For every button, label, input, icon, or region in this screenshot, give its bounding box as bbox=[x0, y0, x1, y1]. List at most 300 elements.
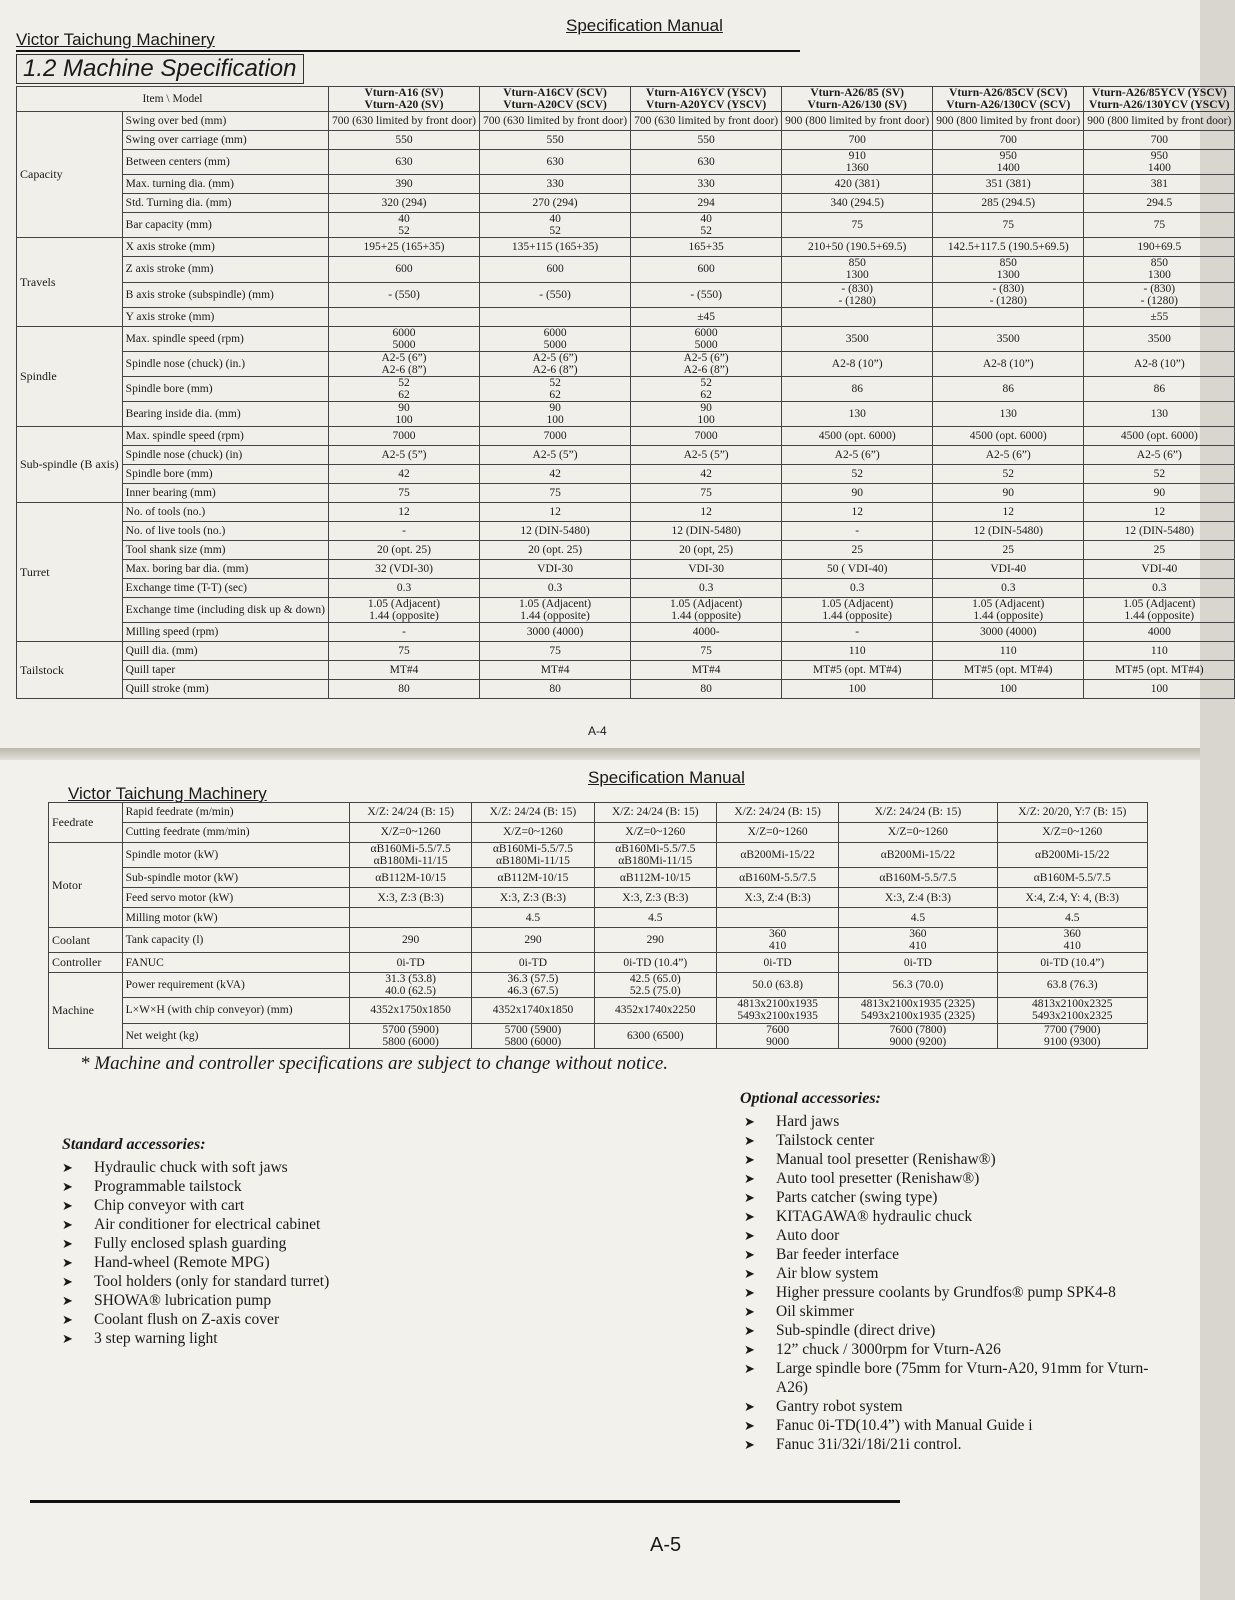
table-row bbox=[49, 1023, 1148, 1048]
spec-value: 850 1300 bbox=[933, 257, 1084, 282]
spec-value: 294.5 bbox=[1084, 194, 1235, 213]
spec-value: 42 bbox=[480, 465, 631, 484]
spec-value: A2-5 (6”) bbox=[933, 446, 1084, 465]
spec-value: 600 bbox=[631, 257, 782, 282]
spec-value: 5700 (5900) 5800 (6000) bbox=[349, 1023, 471, 1048]
spec-value: 12 bbox=[480, 503, 631, 522]
accessory-item bbox=[62, 1272, 329, 1291]
spec-value: 700 bbox=[1084, 131, 1235, 150]
spec-value: 50.0 (63.8) bbox=[716, 973, 838, 998]
table-row bbox=[49, 823, 1148, 843]
spec-value: - (830) - (1280) bbox=[782, 282, 933, 307]
spec-value: X/Z: 24/24 (B: 15) bbox=[594, 803, 716, 823]
spec-value: αB112M-10/15 bbox=[349, 868, 471, 888]
spec-value: X:3, Z:3 (B:3) bbox=[472, 888, 594, 908]
header-rule bbox=[16, 50, 800, 52]
spec-value: 4.5 bbox=[997, 908, 1148, 928]
spec-value: X/Z=0~1260 bbox=[349, 823, 471, 843]
table-row bbox=[17, 194, 1235, 213]
spec-value: 31.3 (53.8) 40.0 (62.5) bbox=[349, 973, 471, 998]
header-model: Vturn-A16YCV (YSCV) Vturn-A20YCV (YSCV) bbox=[631, 87, 782, 112]
arrow-bullet-icon: ➤ bbox=[744, 1399, 755, 1414]
spec-value: 90 100 bbox=[631, 402, 782, 427]
spec-value: αB112M-10/15 bbox=[472, 868, 594, 888]
spec-value: 3500 bbox=[782, 326, 933, 351]
table-row bbox=[49, 973, 1148, 998]
spec-value: A2-8 (10”) bbox=[782, 351, 933, 376]
row-item-label: Spindle bore (mm) bbox=[122, 465, 328, 484]
spec-value: 1.05 (Adjacent) 1.44 (opposite) bbox=[1084, 598, 1235, 623]
table-row bbox=[49, 803, 1148, 823]
arrow-bullet-icon: ➤ bbox=[744, 1114, 755, 1129]
accessory-item bbox=[744, 1112, 1164, 1131]
spec-value: 100 bbox=[1084, 680, 1235, 699]
spec-value: 4.5 bbox=[472, 908, 594, 928]
spec-value: 850 1300 bbox=[1084, 257, 1235, 282]
spec-value bbox=[349, 908, 471, 928]
spec-value: 4500 (opt. 6000) bbox=[782, 427, 933, 446]
header-model: Vturn-A26/85 (SV) Vturn-A26/130 (SV) bbox=[782, 87, 933, 112]
accessory-item bbox=[744, 1283, 1164, 1302]
spec-value: 20 (opt, 25) bbox=[631, 541, 782, 560]
spec-value: X/Z=0~1260 bbox=[839, 823, 997, 843]
accessory-item bbox=[62, 1196, 329, 1215]
spec-value: - (830) - (1280) bbox=[1084, 282, 1235, 307]
spec-value: MT#5 (opt. MT#4) bbox=[782, 661, 933, 680]
spec-value bbox=[782, 307, 933, 326]
spec-value: 1.05 (Adjacent) 1.44 (opposite) bbox=[933, 598, 1084, 623]
spec-value: 950 1400 bbox=[1084, 150, 1235, 175]
spec-value: 0.3 bbox=[631, 579, 782, 598]
accessory-item bbox=[744, 1245, 1164, 1264]
row-item-label: Bearing inside dia. (mm) bbox=[122, 402, 328, 427]
spec-value: 52 62 bbox=[480, 376, 631, 401]
spec-value: 90 bbox=[782, 484, 933, 503]
accessory-label: Chip conveyor with cart bbox=[94, 1197, 245, 1214]
table-row bbox=[49, 868, 1148, 888]
accessory-label: Hand-wheel (Remote MPG) bbox=[94, 1254, 270, 1271]
spec-value: X/Z: 24/24 (B: 15) bbox=[839, 803, 997, 823]
row-item-label: Sub-spindle motor (kW) bbox=[122, 868, 349, 888]
spec-value: 32 (VDI-30) bbox=[328, 560, 479, 579]
spec-table-feedrate-motor-machine bbox=[48, 802, 1148, 1049]
spec-value: 12 bbox=[933, 503, 1084, 522]
accessory-item bbox=[62, 1253, 329, 1272]
arrow-bullet-icon: ➤ bbox=[62, 1312, 73, 1327]
accessory-label: Large spindle bore (75mm for Vturn-A20, 91mm for Vturn-A26) bbox=[776, 1360, 1149, 1396]
spec-value: 86 bbox=[1084, 376, 1235, 401]
spec-value: 900 (800 limited by front door) bbox=[933, 112, 1084, 131]
accessory-label: Fanuc 0i-TD(10.4”) with Manual Guide i bbox=[776, 1417, 1033, 1434]
spec-value: 4813x2100x1935 5493x2100x1935 bbox=[716, 998, 838, 1023]
spec-value: 7700 (7900) 9100 (9300) bbox=[997, 1023, 1148, 1048]
group-label: Controller bbox=[49, 953, 123, 973]
row-item-label: Spindle nose (chuck) (in.) bbox=[122, 351, 328, 376]
spec-value: αB160M-5.5/7.5 bbox=[997, 868, 1148, 888]
spec-value: 0i-TD (10.4”) bbox=[997, 953, 1148, 973]
table-row bbox=[17, 307, 1235, 326]
spec-value: 910 1360 bbox=[782, 150, 933, 175]
spec-value: X/Z=0~1260 bbox=[594, 823, 716, 843]
spec-value: X/Z=0~1260 bbox=[716, 823, 838, 843]
group-label: Feedrate bbox=[49, 803, 123, 843]
row-item-label: No. of tools (no.) bbox=[122, 503, 328, 522]
spec-value: 1.05 (Adjacent) 1.44 (opposite) bbox=[328, 598, 479, 623]
spec-value: 7000 bbox=[631, 427, 782, 446]
spec-value: 12 (DIN-5480) bbox=[631, 522, 782, 541]
accessory-label: Hydraulic chuck with soft jaws bbox=[94, 1159, 288, 1176]
spec-value: A2-5 (6”) bbox=[1084, 446, 1235, 465]
spec-value: 80 bbox=[328, 680, 479, 699]
spec-value: 381 bbox=[1084, 175, 1235, 194]
spec-value: 52 62 bbox=[631, 376, 782, 401]
arrow-bullet-icon: ➤ bbox=[744, 1285, 755, 1300]
spec-value: 7600 9000 bbox=[716, 1023, 838, 1048]
accessory-label: KITAGAWA® hydraulic chuck bbox=[776, 1208, 973, 1225]
spec-value: VDI-30 bbox=[631, 560, 782, 579]
spec-value: 850 1300 bbox=[782, 257, 933, 282]
spec-value bbox=[716, 908, 838, 928]
table-row bbox=[17, 326, 1235, 351]
accessory-label: Gantry robot system bbox=[776, 1398, 903, 1415]
accessory-item bbox=[744, 1131, 1164, 1150]
standard-accessories-title: Standard accessories: bbox=[62, 1136, 206, 1153]
row-item-label: Max. turning dia. (mm) bbox=[122, 175, 328, 194]
row-item-label: FANUC bbox=[122, 953, 349, 973]
company-name: Victor Taichung Machinery bbox=[16, 30, 215, 49]
accessory-item bbox=[62, 1310, 329, 1329]
arrow-bullet-icon: ➤ bbox=[744, 1266, 755, 1281]
spec-value: A2-8 (10”) bbox=[1084, 351, 1235, 376]
row-item-label: Spindle motor (kW) bbox=[122, 843, 349, 868]
spec-value: 340 (294.5) bbox=[782, 194, 933, 213]
arrow-bullet-icon: ➤ bbox=[744, 1323, 755, 1338]
spec-value: 110 bbox=[1084, 642, 1235, 661]
group-label: Capacity bbox=[17, 112, 123, 238]
spec-value: 90 100 bbox=[328, 402, 479, 427]
row-item-label: B axis stroke (subspindle) (mm) bbox=[122, 282, 328, 307]
row-item-label: Power requirement (kVA) bbox=[122, 973, 349, 998]
table-row bbox=[49, 843, 1148, 868]
accessory-label: Auto door bbox=[776, 1227, 840, 1244]
spec-value: A2-5 (6”) bbox=[782, 446, 933, 465]
row-item-label: Quill stroke (mm) bbox=[122, 680, 328, 699]
spec-value: A2-5 (5”) bbox=[480, 446, 631, 465]
accessory-label: Oil skimmer bbox=[776, 1303, 854, 1320]
arrow-bullet-icon: ➤ bbox=[744, 1342, 755, 1357]
spec-value: 4813x2100x1935 (2325) 5493x2100x1935 (2325) bbox=[839, 998, 997, 1023]
spec-value: 12 bbox=[1084, 503, 1235, 522]
spec-value: 75 bbox=[631, 642, 782, 661]
spec-value: X/Z: 24/24 (B: 15) bbox=[472, 803, 594, 823]
optional-accessories-list bbox=[744, 1112, 1164, 1454]
table-row bbox=[49, 888, 1148, 908]
spec-value: 294 bbox=[631, 194, 782, 213]
spec-value: 0i-TD (10.4”) bbox=[594, 953, 716, 973]
spec-value: 25 bbox=[933, 541, 1084, 560]
accessory-label: Air conditioner for electrical cabinet bbox=[94, 1216, 321, 1233]
manual-title-2: Specification Manual bbox=[588, 768, 745, 787]
spec-value: 6000 5000 bbox=[631, 326, 782, 351]
accessory-label: Parts catcher (swing type) bbox=[776, 1189, 938, 1206]
accessory-item bbox=[62, 1291, 329, 1310]
accessory-item bbox=[744, 1264, 1164, 1283]
spec-value: αB200Mi-15/22 bbox=[839, 843, 997, 868]
spec-value: αB160M-5.5/7.5 bbox=[716, 868, 838, 888]
accessory-label: Auto tool presetter (Renishaw®) bbox=[776, 1170, 980, 1187]
accessory-item bbox=[62, 1234, 329, 1253]
spec-value: ±45 bbox=[631, 307, 782, 326]
table-row bbox=[17, 238, 1235, 257]
spec-value: 12 bbox=[782, 503, 933, 522]
spec-value: 6300 (6500) bbox=[594, 1023, 716, 1048]
row-item-label: Swing over bed (mm) bbox=[122, 112, 328, 131]
spec-value: 63.8 (76.3) bbox=[997, 973, 1148, 998]
table-row bbox=[17, 503, 1235, 522]
spec-value: 0.3 bbox=[328, 579, 479, 598]
spec-value: 12 (DIN-5480) bbox=[480, 522, 631, 541]
spec-value: 20 (opt. 25) bbox=[480, 541, 631, 560]
header-model: Vturn-A26/85CV (SCV) Vturn-A26/130CV (SCV) bbox=[933, 87, 1084, 112]
accessory-label: Fanuc 31i/32i/18i/21i control. bbox=[776, 1436, 962, 1453]
spec-value: 420 (381) bbox=[782, 175, 933, 194]
arrow-bullet-icon: ➤ bbox=[744, 1190, 755, 1205]
spec-value: X/Z: 24/24 (B: 15) bbox=[716, 803, 838, 823]
row-item-label: Spindle nose (chuck) (in) bbox=[122, 446, 328, 465]
row-item-label: Milling motor (kW) bbox=[122, 908, 349, 928]
section-title: 1.2 Machine Specification bbox=[16, 54, 304, 84]
accessory-label: Bar feeder interface bbox=[776, 1246, 900, 1263]
arrow-bullet-icon: ➤ bbox=[744, 1304, 755, 1319]
row-item-label: Milling speed (rpm) bbox=[122, 623, 328, 642]
spec-value: 80 bbox=[631, 680, 782, 699]
spec-value: 0i-TD bbox=[349, 953, 471, 973]
spec-value: 130 bbox=[782, 402, 933, 427]
table-row bbox=[17, 541, 1235, 560]
spec-value: 950 1400 bbox=[933, 150, 1084, 175]
spec-value: 190+69.5 bbox=[1084, 238, 1235, 257]
group-label: Machine bbox=[49, 973, 123, 1048]
spec-value: 25 bbox=[782, 541, 933, 560]
arrow-bullet-icon: ➤ bbox=[744, 1361, 755, 1376]
standard-accessories-list bbox=[62, 1158, 329, 1348]
spec-value: MT#4 bbox=[631, 661, 782, 680]
spec-value bbox=[328, 307, 479, 326]
arrow-bullet-icon: ➤ bbox=[744, 1437, 755, 1452]
accessory-item bbox=[744, 1150, 1164, 1169]
spec-value: 3500 bbox=[1084, 326, 1235, 351]
arrow-bullet-icon: ➤ bbox=[744, 1171, 755, 1186]
header-model: Vturn-A16 (SV) Vturn-A20 (SV) bbox=[328, 87, 479, 112]
spec-value: MT#5 (opt. MT#4) bbox=[1084, 661, 1235, 680]
spec-value: 630 bbox=[631, 150, 782, 175]
spec-value: 12 (DIN-5480) bbox=[1084, 522, 1235, 541]
row-item-label: Net weight (kg) bbox=[122, 1023, 349, 1048]
arrow-bullet-icon: ➤ bbox=[62, 1331, 73, 1346]
manual-title: Specification Manual bbox=[566, 16, 723, 35]
spec-value: 75 bbox=[933, 213, 1084, 238]
spec-value: 0i-TD bbox=[472, 953, 594, 973]
spec-value: 75 bbox=[328, 642, 479, 661]
optional-accessories-title: Optional accessories: bbox=[740, 1090, 881, 1107]
row-item-label: Exchange time (T-T) (sec) bbox=[122, 579, 328, 598]
arrow-bullet-icon: ➤ bbox=[62, 1274, 73, 1289]
spec-page-a4 bbox=[0, 0, 1232, 750]
table-row bbox=[49, 998, 1148, 1023]
spec-value: 3500 bbox=[933, 326, 1084, 351]
group-label: Tailstock bbox=[17, 642, 123, 699]
page-number: A-4 bbox=[588, 724, 607, 738]
row-item-label: L×W×H (with chip conveyor) (mm) bbox=[122, 998, 349, 1023]
spec-value: X:3, Z:3 (B:3) bbox=[594, 888, 716, 908]
table-row bbox=[17, 661, 1235, 680]
spec-value: 50 ( VDI-40) bbox=[782, 560, 933, 579]
accessory-item bbox=[744, 1416, 1164, 1435]
spec-value: αB160Mi-5.5/7.5 αB180Mi-11/15 bbox=[349, 843, 471, 868]
spec-value: - (550) bbox=[328, 282, 479, 307]
spec-value: 86 bbox=[782, 376, 933, 401]
spec-value: 360 410 bbox=[716, 928, 838, 953]
spec-value: 360 410 bbox=[839, 928, 997, 953]
accessory-label: Tailstock center bbox=[776, 1132, 875, 1149]
row-item-label: Tool shank size (mm) bbox=[122, 541, 328, 560]
spec-value: 600 bbox=[480, 257, 631, 282]
spec-value: 42 bbox=[328, 465, 479, 484]
spec-value: 550 bbox=[328, 131, 479, 150]
spec-value: 700 bbox=[782, 131, 933, 150]
spec-value: 4000- bbox=[631, 623, 782, 642]
row-item-label: Z axis stroke (mm) bbox=[122, 257, 328, 282]
spec-value: 1.05 (Adjacent) 1.44 (opposite) bbox=[480, 598, 631, 623]
table-row bbox=[17, 465, 1235, 484]
spec-value: 320 (294) bbox=[328, 194, 479, 213]
accessory-label: 12” chuck / 3000rpm for Vturn-A26 bbox=[776, 1341, 1001, 1358]
table-row bbox=[17, 175, 1235, 194]
spec-value: 351 (381) bbox=[933, 175, 1084, 194]
row-item-label: Exchange time (including disk up & down) bbox=[122, 598, 328, 623]
spec-value: 630 bbox=[328, 150, 479, 175]
table-row bbox=[17, 642, 1235, 661]
spec-value: 0.3 bbox=[782, 579, 933, 598]
arrow-bullet-icon: ➤ bbox=[62, 1198, 73, 1213]
footer-rule bbox=[30, 1500, 900, 1503]
spec-value: 330 bbox=[631, 175, 782, 194]
accessory-label: Tool holders (only for standard turret) bbox=[94, 1273, 330, 1290]
arrow-bullet-icon: ➤ bbox=[62, 1160, 73, 1175]
spec-value: 0i-TD bbox=[839, 953, 997, 973]
table-row bbox=[17, 257, 1235, 282]
spec-value: αB200Mi-15/22 bbox=[716, 843, 838, 868]
spec-value: 5700 (5900) 5800 (6000) bbox=[472, 1023, 594, 1048]
spec-value: - bbox=[328, 623, 479, 642]
arrow-bullet-icon: ➤ bbox=[62, 1255, 73, 1270]
row-item-label: Max. spindle speed (rpm) bbox=[122, 326, 328, 351]
spec-value: A2-5 (6”) A2-6 (8”) bbox=[328, 351, 479, 376]
spec-value: 4500 (opt. 6000) bbox=[1084, 427, 1235, 446]
table-row bbox=[17, 446, 1235, 465]
table-row bbox=[17, 150, 1235, 175]
spec-value: αB160Mi-5.5/7.5 αB180Mi-11/15 bbox=[594, 843, 716, 868]
spec-value: 135+115 (165+35) bbox=[480, 238, 631, 257]
spec-value: 90 100 bbox=[480, 402, 631, 427]
table-row bbox=[17, 579, 1235, 598]
row-item-label: Cutting feedrate (mm/min) bbox=[122, 823, 349, 843]
arrow-bullet-icon: ➤ bbox=[62, 1293, 73, 1308]
table-row bbox=[17, 213, 1235, 238]
accessory-item bbox=[62, 1329, 329, 1348]
arrow-bullet-icon: ➤ bbox=[62, 1217, 73, 1232]
spec-value: 4000 bbox=[1084, 623, 1235, 642]
spec-value: 75 bbox=[480, 484, 631, 503]
spec-value: 900 (800 limited by front door) bbox=[782, 112, 933, 131]
spec-value: X:3, Z:3 (B:3) bbox=[349, 888, 471, 908]
row-item-label: Y axis stroke (mm) bbox=[122, 307, 328, 326]
accessory-item bbox=[744, 1435, 1164, 1454]
row-item-label: Rapid feedrate (m/min) bbox=[122, 803, 349, 823]
table-row bbox=[49, 928, 1148, 953]
spec-value: 285 (294.5) bbox=[933, 194, 1084, 213]
spec-value: 20 (opt. 25) bbox=[328, 541, 479, 560]
spec-value: 550 bbox=[480, 131, 631, 150]
accessory-item bbox=[744, 1397, 1164, 1416]
accessory-item bbox=[744, 1302, 1164, 1321]
spec-value: X/Z: 24/24 (B: 15) bbox=[349, 803, 471, 823]
spec-value: 56.3 (70.0) bbox=[839, 973, 997, 998]
spec-value: 700 (630 limited by front door) bbox=[631, 112, 782, 131]
table-header-row bbox=[17, 87, 1235, 112]
spec-value: 75 bbox=[631, 484, 782, 503]
spec-value: 75 bbox=[1084, 213, 1235, 238]
arrow-bullet-icon: ➤ bbox=[744, 1228, 755, 1243]
accessory-label: Higher pressure coolants by Grundfos® pump SPK4-8 bbox=[776, 1284, 1116, 1301]
spec-value: 360 410 bbox=[997, 928, 1148, 953]
table-row bbox=[49, 953, 1148, 973]
row-item-label: Std. Turning dia. (mm) bbox=[122, 194, 328, 213]
arrow-bullet-icon: ➤ bbox=[744, 1209, 755, 1224]
spec-value: 142.5+117.5 (190.5+69.5) bbox=[933, 238, 1084, 257]
spec-value: 6000 5000 bbox=[328, 326, 479, 351]
table-row bbox=[17, 402, 1235, 427]
row-item-label: No. of live tools (no.) bbox=[122, 522, 328, 541]
spec-value: 75 bbox=[480, 642, 631, 661]
accessory-label: Programmable tailstock bbox=[94, 1178, 242, 1195]
arrow-bullet-icon: ➤ bbox=[744, 1247, 755, 1262]
table-row bbox=[17, 484, 1235, 503]
spec-value: 0i-TD bbox=[716, 953, 838, 973]
spec-value: 290 bbox=[594, 928, 716, 953]
spec-value: 4352x1740x2250 bbox=[594, 998, 716, 1023]
spec-value: 100 bbox=[782, 680, 933, 699]
accessory-item bbox=[744, 1207, 1164, 1226]
spec-value: VDI-40 bbox=[1084, 560, 1235, 579]
row-item-label: Quill dia. (mm) bbox=[122, 642, 328, 661]
table-row bbox=[17, 680, 1235, 699]
spec-value: - bbox=[782, 522, 933, 541]
spec-value: 0.3 bbox=[1084, 579, 1235, 598]
spec-value: 110 bbox=[782, 642, 933, 661]
spec-value: 12 bbox=[328, 503, 479, 522]
spec-value: X/Z=0~1260 bbox=[997, 823, 1148, 843]
row-item-label: X axis stroke (mm) bbox=[122, 238, 328, 257]
header-model: Vturn-A16CV (SCV) Vturn-A20CV (SCV) bbox=[480, 87, 631, 112]
spec-value: 290 bbox=[349, 928, 471, 953]
header-item-model: Item \ Model bbox=[17, 87, 329, 112]
page-number-2: A-5 bbox=[650, 1534, 682, 1556]
spec-value: 7000 bbox=[328, 427, 479, 446]
spec-value: 330 bbox=[480, 175, 631, 194]
table-row bbox=[17, 427, 1235, 446]
accessory-label: Hard jaws bbox=[776, 1113, 840, 1130]
